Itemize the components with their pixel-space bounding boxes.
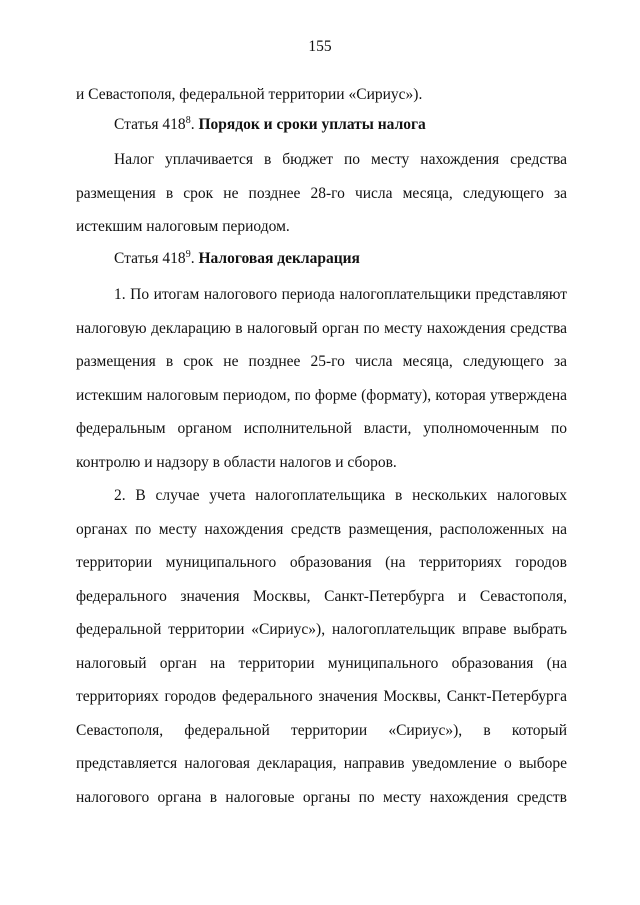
article-418-8-body <box>76 143 567 244</box>
paragraph-line: 2. В случае учета налогоплательщика в нескольких налоговых <box>114 487 567 504</box>
article-title: Порядок и сроки уплаты налога <box>198 116 426 133</box>
paragraph-line: истекшим налоговым периодом. <box>76 218 290 235</box>
article-418-9-paragraph-2 <box>76 479 567 814</box>
paragraph-line: территориях городов федерального значения Москвы, Санкт-Петербурга <box>76 688 567 705</box>
article-418-9-heading <box>114 250 360 268</box>
paragraph-line: Севастополя, федеральной территории «Сириус»), в который <box>76 721 567 739</box>
paragraph-line: контролю и надзору в области налогов и сборов. <box>76 453 397 471</box>
article-dot: . <box>190 250 195 267</box>
intro-paragraph <box>76 78 567 112</box>
paragraph-line: налоговую декларацию в налоговый орган по месту нахождения средства <box>76 319 567 337</box>
article-dot: . <box>190 116 195 133</box>
page-number: 155 <box>308 38 332 55</box>
article-superscript: 8 <box>185 115 191 126</box>
paragraph-line: представляется налоговая декларация, направив уведомление о выборе <box>76 755 567 772</box>
paragraph-line: налогового органа в налоговые органы по месту нахождения средств <box>76 788 567 806</box>
paragraph-line: размещения в срок не позднее 28-го числа месяца, следующего за <box>76 184 567 202</box>
paragraph-line: федеральной территории «Сириус»), налогоплательщик вправе выбрать <box>76 621 567 638</box>
paragraph-line: налоговый орган на территории муниципального образования (на <box>76 654 567 672</box>
article-418-9-paragraph-1 <box>76 278 567 479</box>
paragraph-line: федерального значения Москвы, Санкт-Петербурга и Севастополя, <box>76 587 567 605</box>
article-number: Статья 418 <box>114 116 186 133</box>
article-number: Статья 418 <box>114 250 186 267</box>
article-418-8-heading <box>114 116 426 134</box>
article-title: Налоговая декларация <box>198 250 360 267</box>
article-superscript: 9 <box>185 249 191 260</box>
paragraph-line: органах по месту нахождения средств размещения, расположенных на <box>76 520 567 538</box>
paragraph-line: территории муниципального образования (на территориях городов <box>76 554 567 571</box>
paragraph-line: федеральным органом исполнительной власти, уполномоченным по <box>76 420 567 437</box>
paragraph-line: размещения в срок не позднее 25-го числа месяца, следующего за <box>76 353 567 370</box>
paragraph-line: Налог уплачивается в бюджет по месту нахождения средства <box>114 151 567 168</box>
paragraph-line: истекшим налоговым периодом, по форме (формату), которая утверждена <box>76 386 567 404</box>
paragraph-line: и Севастополя, федеральной территории «Сириус»). <box>76 86 423 103</box>
paragraph-line: 1. По итогам налогового периода налогоплательщики представляют <box>114 286 567 303</box>
